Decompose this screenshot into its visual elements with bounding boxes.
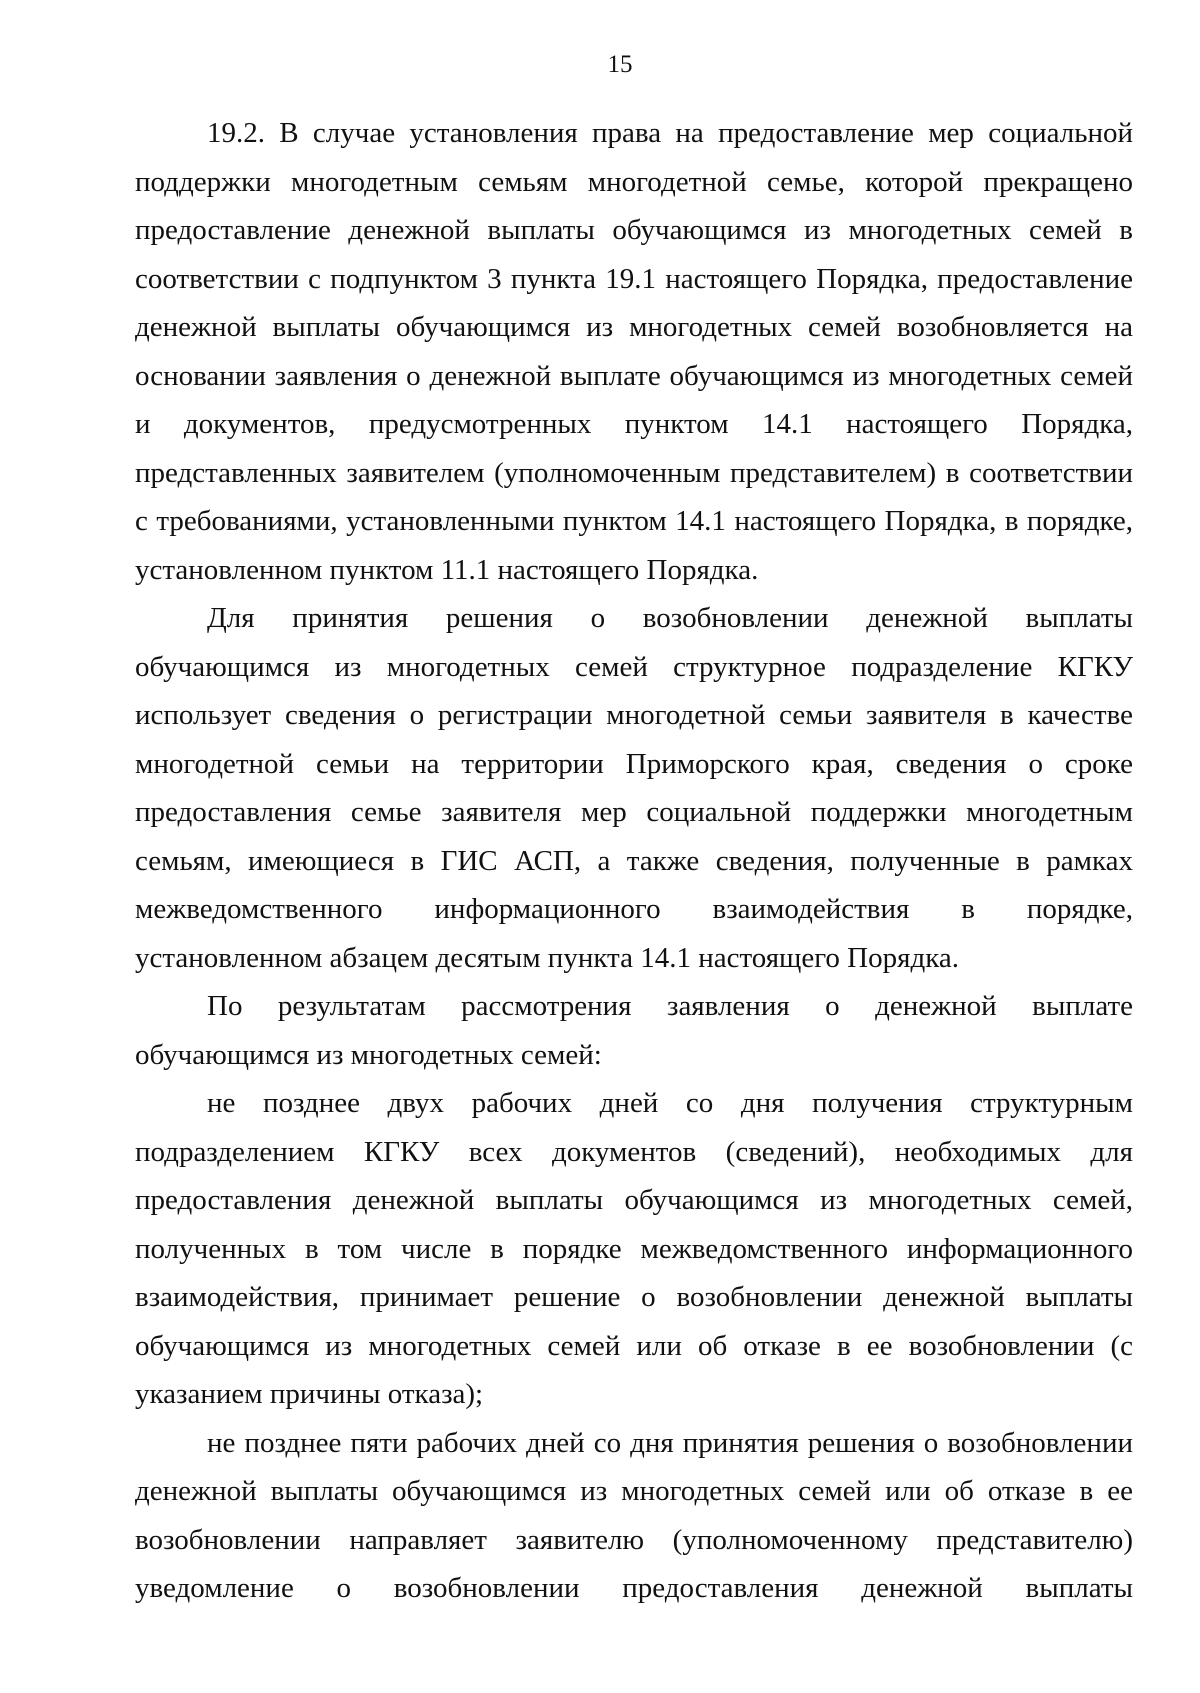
text-line: 19.2. В случае установления права на предоставление мер социальной — [207, 117, 1133, 149]
text-line: установленном пунктом 11.1 настоящего Порядка. — [135, 553, 759, 586]
text-line: указанием причины отказа); — [135, 1378, 484, 1410]
paragraph-review-results — [135, 982, 1133, 1079]
text-line: Для принятия решения о возобновлении денежной выплаты — [207, 602, 1133, 634]
text-line: использует сведения о регистрации многодетной семьи заявителя в качестве — [135, 699, 1133, 731]
text-line: поддержки многодетным семьям многодетной семье, которой прекращено — [135, 165, 1133, 198]
text-line: предоставление денежной выплаты обучающимся из многодетных семей в — [135, 214, 1133, 246]
paragraph-two-days — [135, 1079, 1133, 1419]
text-line: денежной выплаты обучающимся из многодетных семей возобновляется на — [135, 311, 1133, 343]
text-line: обучающимся из многодетных семей или об отказе в ее возобновлении (с — [135, 1329, 1133, 1362]
text-line: денежной выплаты обучающимся из многодетных семей или об отказе в ее — [135, 1475, 1133, 1507]
document-body — [135, 109, 1133, 1613]
text-line: многодетной семьи на территории Приморского края, сведения о сроке — [135, 747, 1133, 780]
text-line: предоставления семье заявителя мер социальной поддержки многодетным — [135, 796, 1133, 828]
text-line: возобновлении направляет заявителю (уполномоченному представителю) — [135, 1523, 1133, 1556]
text-line: не позднее пяти рабочих дней со дня принятия решения о возобновлении — [207, 1426, 1133, 1459]
paragraph-five-days — [135, 1419, 1133, 1613]
text-line: семьям, имеющиеся в ГИС АСП, а также сведения, полученные в рамках — [135, 844, 1133, 877]
text-line: основании заявления о денежной выплате обучающимся из многодетных семей — [135, 359, 1133, 392]
text-line: и документов, предусмотренных пунктом 14.1 настоящего Порядка, — [135, 408, 1133, 440]
text-line: полученных в том числе в порядке межведомственного информационного — [135, 1232, 1133, 1265]
text-line: соответствии с подпунктом 3 пункта 19.1 настоящего Порядка, предоставление — [135, 262, 1133, 295]
text-line: По результатам рассмотрения заявления о денежной выплате — [207, 990, 1133, 1022]
text-line: не позднее двух рабочих дней со дня получения структурным — [207, 1087, 1133, 1119]
text-line: взаимодействия, принимает решение о возобновлении денежной выплаты — [135, 1281, 1133, 1313]
paragraph-19-2 — [135, 109, 1133, 594]
text-line: предоставления денежной выплаты обучающимся из многодетных семей, — [135, 1184, 1133, 1216]
page-number: 15 — [607, 51, 633, 78]
text-line: с требованиями, установленными пунктом 14.1 настоящего Порядка, в порядке, — [135, 505, 1133, 537]
paragraph-decision-info — [135, 594, 1133, 982]
text-line: уведомление о возобновлении предоставления денежной выплаты — [135, 1572, 1133, 1604]
text-line: обучающимся из многодетных семей структурное подразделение КГКУ — [135, 650, 1133, 683]
text-line: обучающимся из многодетных семей: — [135, 1038, 602, 1071]
text-line: установленном абзацем десятым пункта 14.1 настоящего Порядка. — [135, 941, 959, 974]
text-line: представленных заявителем (уполномоченным представителем) в соответствии — [135, 456, 1133, 489]
text-line: межведомственного информационного взаимодействия в порядке, — [135, 893, 1133, 925]
text-line: подразделением КГКУ всех документов (сведений), необходимых для — [135, 1135, 1133, 1168]
